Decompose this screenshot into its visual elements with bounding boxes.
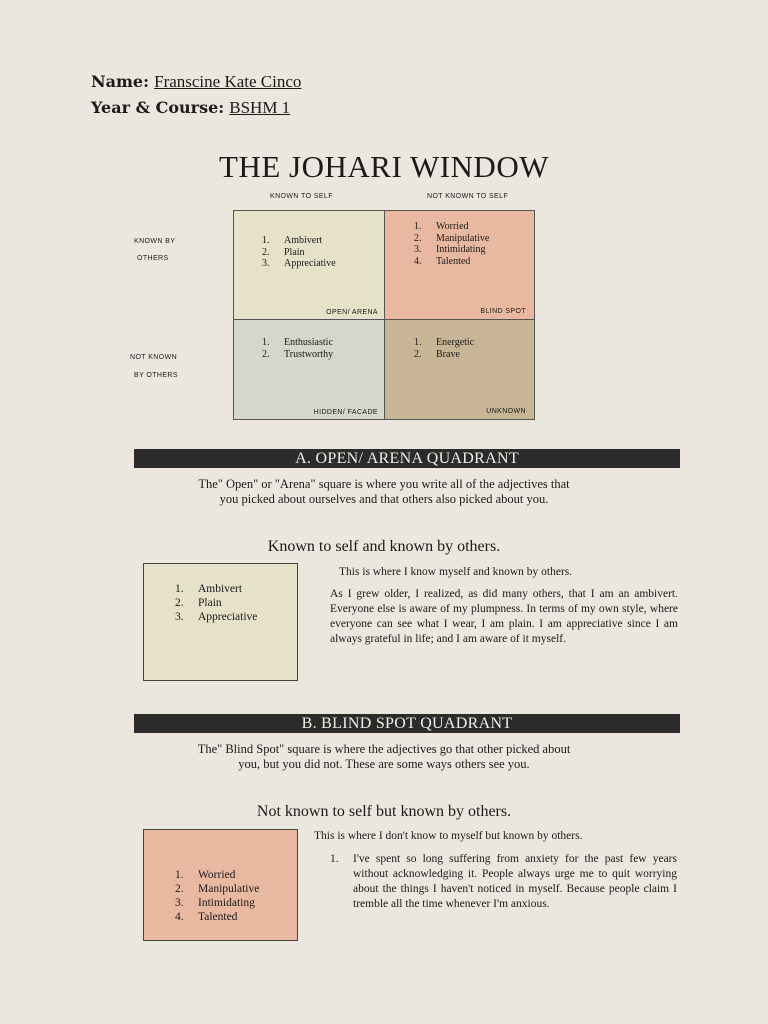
col-header-known-to-self: KNOWN TO SELF [270, 193, 333, 200]
section-a-subheading: Known to self and known by others. [267, 538, 501, 555]
row-header-not-known-line2: BY OTHERS [134, 372, 178, 379]
list-item: 2. Manipulative [414, 232, 490, 244]
list-item: 2. Plain [175, 597, 222, 609]
list-item: 1. Enthusiastic [262, 337, 333, 348]
quadrant-open-arena [233, 210, 385, 320]
course-value: BSHM 1 [229, 98, 291, 117]
list-item: 3. Appreciative [262, 258, 336, 269]
section-b-lead: This is where I don't know to myself but known by others. [314, 830, 583, 842]
list-item: 1. Ambivert [262, 235, 323, 246]
section-b-box [143, 829, 298, 941]
list-item: 2. Plain [262, 246, 305, 258]
list-item: 2. Manipulative [175, 883, 260, 895]
name-line [91, 72, 301, 92]
course-label: Year & Course: [91, 98, 225, 117]
quadrant-blind-spot [384, 210, 535, 320]
list-item: 2. Trustworthy [262, 348, 334, 360]
section-b-heading: B. BLIND SPOT QUADRANT [134, 714, 680, 733]
course-line [91, 98, 290, 118]
section-b-subheading: Not known to self but known by others. [256, 803, 512, 820]
section-a-intro-line1: The" Open" or "Arena" square is where you write all of the adjectives that [198, 477, 570, 491]
quadrant-open-list [262, 235, 336, 270]
section-a-intro-line2: you picked about ourselves and that others also picked about you. [219, 492, 549, 506]
col-header-not-known-to-self: NOT KNOWN TO SELF [427, 193, 509, 200]
quadrant-hidden-list [262, 337, 333, 360]
section-b-list [175, 868, 259, 924]
section-a-list [175, 582, 257, 624]
quadrant-unknown-label: UNKNOWN [486, 408, 526, 415]
list-item: 3. Intimidating [414, 244, 486, 255]
list-item: 1. Ambivert [175, 583, 243, 595]
list-item: 1. Worried [175, 869, 236, 881]
section-b-point-text: I've spent so long suffering from anxiety for the past few years without acknowledging it. People always urge me to quit worrying about the things I haven't noticed in myself. Because people claim I tremble all the time whenever I'm anxious. [353, 853, 677, 910]
quadrant-blind-label: BLIND SPOT [480, 308, 526, 315]
section-a-paragraph: As I grew older, I realized, as did many others, that I am an ambivert. Everyone else is aware of my plumpness. In terms of my own style, where everyone can see what I wear, I am plain. I am appreciative since I am always grateful in life; and I am aware of it myself. [330, 588, 678, 645]
row-header-known-by-others-line1: KNOWN BY [134, 238, 176, 245]
list-item: 4. Talented [175, 911, 238, 923]
list-item: 3. Intimidating [175, 897, 255, 909]
section-a-box [143, 563, 298, 681]
list-item: 2. Brave [414, 348, 460, 360]
section-a-heading: A. OPEN/ ARENA QUADRANT [134, 449, 680, 468]
quadrant-hidden-facade [233, 319, 385, 420]
list-item: 4. Talented [414, 255, 471, 267]
section-b-point-number: 1. [330, 853, 339, 865]
quadrant-unknown-list [414, 337, 474, 360]
list-item: 1. Worried [414, 221, 469, 232]
quadrant-unknown [384, 319, 535, 420]
quadrant-hidden-label: HIDDEN/ FACADE [313, 409, 378, 416]
name-label: Name: [91, 72, 150, 91]
list-item: 3. Appreciative [175, 611, 258, 623]
page-title: THE JOHARI WINDOW [219, 149, 549, 184]
name-value: Franscine Kate Cinco [154, 72, 302, 91]
section-b-intro-line1: The" Blind Spot" square is where the adjectives go that other picked about [197, 742, 571, 756]
row-header-not-known-line1: NOT KNOWN [130, 354, 178, 361]
list-item: 1. Energetic [414, 337, 475, 348]
quadrant-open-label: OPEN/ ARENA [326, 309, 378, 316]
section-a-lead: This is where I know myself and known by others. [339, 566, 573, 578]
quadrant-blind-list [414, 221, 489, 267]
row-header-known-by-others-line2: OTHERS [137, 255, 169, 262]
section-b-intro-line2: you, but you did not. These are some ways others see you. [238, 757, 530, 771]
